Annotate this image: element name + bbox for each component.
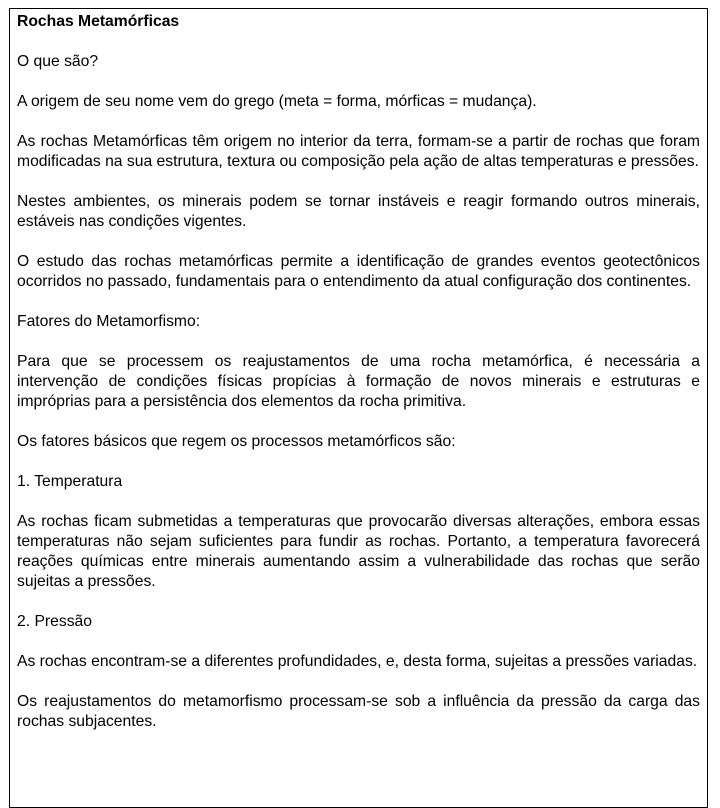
question-heading: O que são? bbox=[17, 53, 99, 70]
document-frame bbox=[9, 8, 708, 808]
document-content bbox=[17, 12, 700, 732]
temperature-heading: 1. Temperatura bbox=[17, 473, 123, 490]
paragraph-basic-factors: Os fatores básicos que regem os processos metamórficos são: bbox=[17, 433, 456, 450]
paragraph-temperature: As rochas ficam submetidas a temperaturas que provocarão diversas alterações, embora essas temperaturas não sejam suficientes para fundir as rochas. Portanto, a temperatura favorecerá reações químicas entre minerais aumentando assim a vulnerabilidade das rochas que serão sujeitas a pressões. bbox=[17, 513, 700, 590]
paragraph-load-pressure: Os reajustamentos do metamorfismo processam-se sob a influência da pressão da carga das rochas subjacentes. bbox=[17, 693, 700, 730]
paragraph-study: O estudo das rochas metamórficas permite a identificação de grandes eventos geotectônicos ocorridos no passado, fundamentais para o entendimento da atual configuração dos continentes. bbox=[17, 253, 700, 290]
paragraph-pressure: As rochas encontram-se a diferentes profundidades, e, desta forma, sujeitas a pressões variadas. bbox=[17, 653, 698, 670]
factors-heading: Fatores do Metamorfismo: bbox=[17, 313, 201, 330]
document-title: Rochas Metamórficas bbox=[17, 13, 180, 30]
paragraph-formation: As rochas Metamórficas têm origem no interior da terra, formam-se a partir de rochas que foram modificadas na sua estrutura, textura ou composição pela ação de altas temperaturas e pressões. bbox=[17, 133, 700, 170]
pressure-heading: 2. Pressão bbox=[17, 613, 92, 630]
paragraph-name-origin: A origem de seu nome vem do grego (meta = forma, mórficas = mudança). bbox=[17, 93, 537, 110]
paragraph-minerals: Nestes ambientes, os minerais podem se tornar instáveis e reagir formando outros minerais, estáveis nas condições vigentes. bbox=[17, 193, 700, 230]
paragraph-readjustments: Para que se processem os reajustamentos de uma rocha metamórfica, é necessária a intervenção de condições físicas propícias à formação de novos minerais e estruturas e impróprias para a persistência dos elementos da rocha primitiva. bbox=[17, 353, 700, 410]
